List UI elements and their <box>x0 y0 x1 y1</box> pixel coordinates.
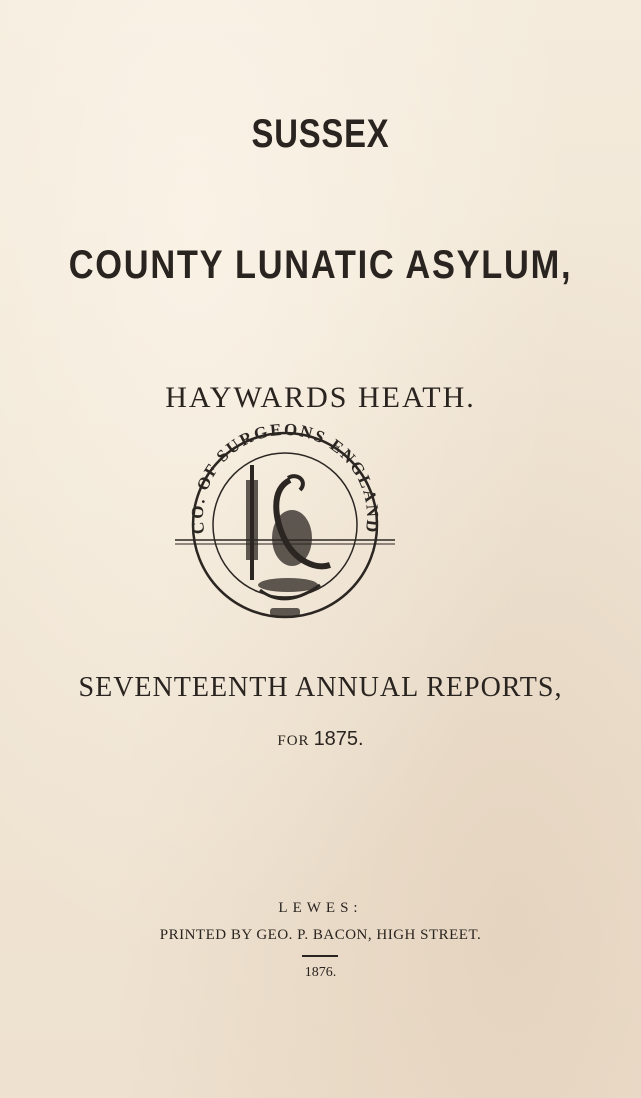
report-heading: SEVENTEENTH ANNUAL REPORTS, <box>78 672 563 703</box>
imprint-year: 1876. <box>304 965 337 980</box>
title-haywards-heath: HAYWARDS HEATH. <box>165 381 476 414</box>
title-sussex: SUSSEX <box>251 112 390 156</box>
title-county-lunatic-asylum: COUNTY LUNATIC ASYLUM, <box>68 243 573 287</box>
library-seal-icon <box>170 420 400 635</box>
imprint-printer: PRINTED BY GEO. P. BACON, HIGH STREET. <box>159 927 482 943</box>
report-for-line <box>0 728 641 751</box>
imprint-place: LEWES: <box>278 900 363 916</box>
report-for-word: FOR <box>277 733 310 749</box>
report-for-year: 1875. <box>313 728 364 750</box>
svg-text:CO. OF SURGEONS ENGLAND: CO. OF SURGEONS ENGLAND <box>187 420 383 536</box>
imprint-rule <box>302 955 338 957</box>
